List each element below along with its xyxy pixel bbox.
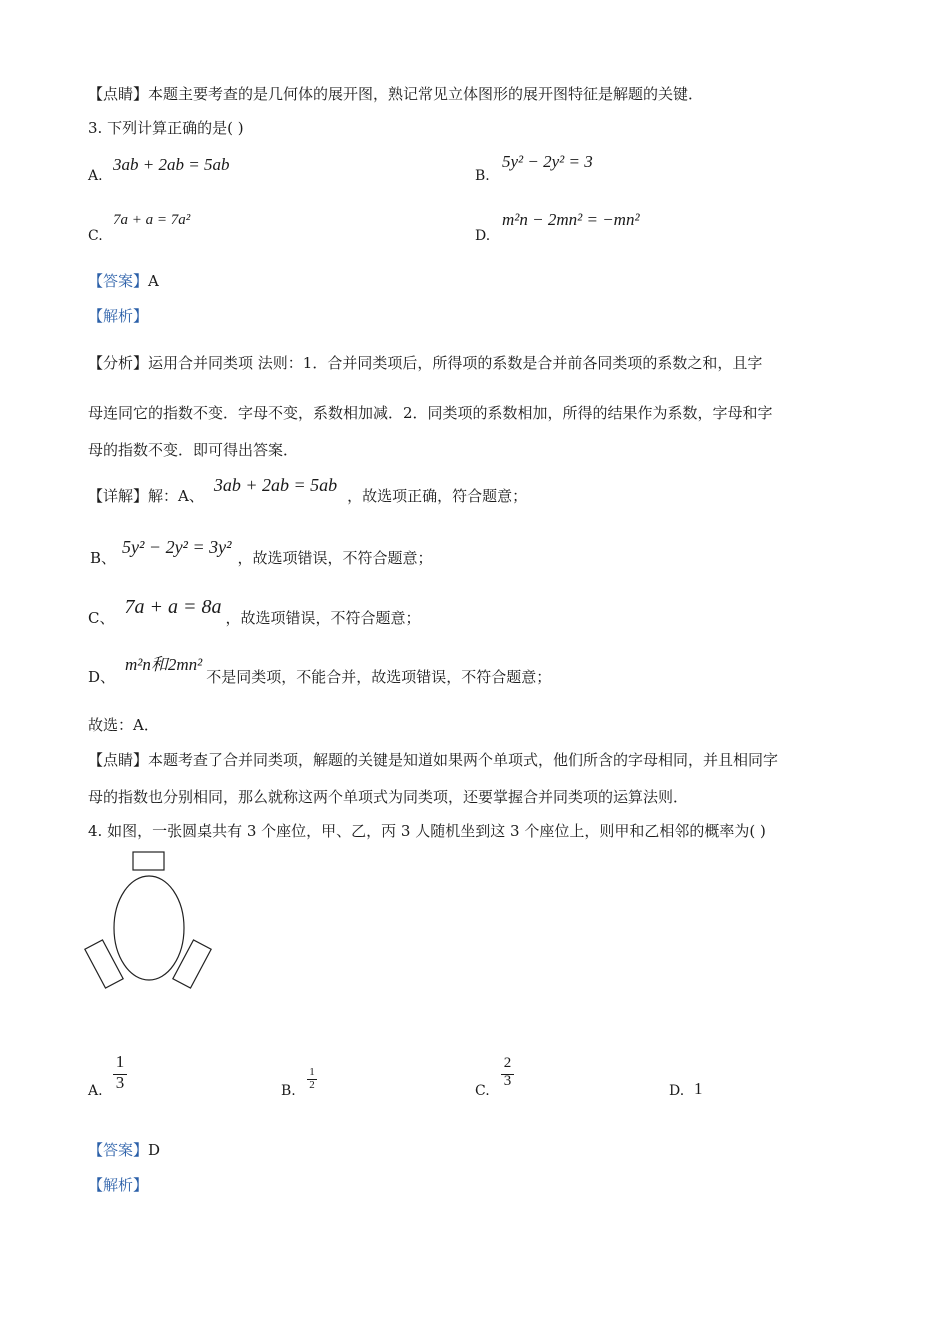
note-text: 本题主要考查的是几何体的展开图，熟记常见立体图形的展开图特征是解题的关键． <box>148 85 704 103</box>
detail-head: 【详解】 <box>88 487 149 505</box>
q3-note-label: 【点睛】 <box>88 751 149 769</box>
detail-d-text: 不是同类项，不能合并，故选项错误，不符合题意； <box>206 668 552 686</box>
answer-value: A <box>148 272 159 290</box>
q4-option-b-fraction <box>307 1066 317 1091</box>
detail-c-text: ，故选项错误，不符合题意； <box>225 609 421 627</box>
detail-c-expr: 7a + a = 8a <box>124 596 222 618</box>
note-label: 【点睛】 <box>88 85 149 103</box>
detail-c-prefix: C、 <box>88 609 115 627</box>
detail-b-text: ，故选项错误，不符合题意； <box>237 549 433 567</box>
q4-option-a-letter: A. <box>88 1083 103 1099</box>
left-seat <box>85 940 123 988</box>
q3-conclusion: 故选：A． <box>88 716 159 734</box>
q3-note-line-2: 母的指数也分别相同，那么就称这两个单项式为同类项，还要掌握合并同类项的运算法则． <box>88 788 689 806</box>
q4-option-a-den: 3 <box>115 1073 125 1092</box>
detail-a-expr: 3ab + 2ab = 5ab <box>213 475 338 495</box>
detail-a-text: ，故选项正确，符合题意； <box>347 487 528 505</box>
analysis-text-1: 运用合并同类项 法则：1．合并同类项后，所得项的系数是合并前各同类项的系数之和，且字 <box>148 354 763 372</box>
detail-a-prefix: 解：A、 <box>148 487 204 505</box>
q3-option-d-letter: D. <box>475 228 491 244</box>
q3-analysis-line-3: 母的指数不变．即可得出答案． <box>88 441 299 459</box>
analysis-head: 【分析】 <box>88 354 149 372</box>
q3-option-b-expr: 5y² − 2y² = 3 <box>502 152 593 171</box>
q4-option-a-num: 1 <box>115 1052 125 1071</box>
q3-analysis-line-1 <box>88 352 762 374</box>
detail-b-expr: 5y² − 2y² = 3y² <box>122 537 232 557</box>
q3-note-text-1: 本题考查了合并同类项，解题的关键是知道如果两个单项式，他们所含的字母相同，并且相同字 <box>148 751 779 769</box>
q4-option-c-fraction <box>501 1055 514 1090</box>
q4-answer <box>88 1139 160 1161</box>
q4-answer-value: D <box>148 1141 161 1159</box>
prev-note <box>88 83 703 105</box>
q4-option-c-num: 2 <box>503 1055 512 1071</box>
q3-option-d-expr: m²n − 2mn² = −mn² <box>502 210 640 229</box>
q3-analysis-line-2: 母连同它的指数不变．字母不变，系数相加减．2．同类项的系数相加，所得的结果作为系数，字母和字 <box>88 404 773 422</box>
q4-option-b-den: 2 <box>309 1079 315 1091</box>
round-table-figure <box>84 848 216 993</box>
q4-stem: 4. 如图，一张圆桌共有 3 个座位，甲、乙，丙 3 人随机坐到这 3 个座位上，则甲和乙相邻的概率为( ) <box>88 822 766 840</box>
q4-answer-label: 【答案】 <box>88 1141 149 1159</box>
q3-detail-d <box>88 655 552 688</box>
q3-option-c-letter: C. <box>88 228 103 244</box>
q3-option-a-expr: 3ab + 2ab = 5ab <box>113 155 230 174</box>
top-seat <box>133 852 164 870</box>
right-seat <box>173 940 211 988</box>
q3-answer <box>88 270 159 292</box>
q4-option-c-letter: C. <box>475 1083 490 1099</box>
table-top <box>114 876 184 980</box>
q3-option-a-letter: A. <box>88 168 103 184</box>
q4-option-d-value: 1 <box>694 1079 703 1098</box>
detail-b-prefix: B、 <box>90 549 117 567</box>
answer-label: 【答案】 <box>88 272 149 290</box>
q4-option-b-num: 1 <box>309 1066 315 1078</box>
q4-option-b-letter: B. <box>281 1083 296 1099</box>
detail-d-expr: m²n和2mn² <box>125 655 203 674</box>
q4-option-a-fraction <box>113 1052 127 1093</box>
q3-option-b-letter: B. <box>475 168 490 184</box>
q3-analysis-label: 【解析】 <box>88 307 149 325</box>
detail-d-prefix: D、 <box>88 668 116 686</box>
q3-detail-b <box>90 537 433 569</box>
q3-option-c-expr: 7a + a = 7a² <box>113 212 191 228</box>
q3-note-line-1 <box>88 749 778 771</box>
q3-stem: 3. 下列计算正确的是( ) <box>88 119 244 137</box>
q3-detail-a <box>88 475 528 507</box>
q4-analysis-label: 【解析】 <box>88 1176 149 1194</box>
q4-option-c-den: 3 <box>503 1073 512 1089</box>
q4-option-d-letter: D. <box>669 1083 685 1099</box>
q3-detail-c <box>88 596 421 629</box>
